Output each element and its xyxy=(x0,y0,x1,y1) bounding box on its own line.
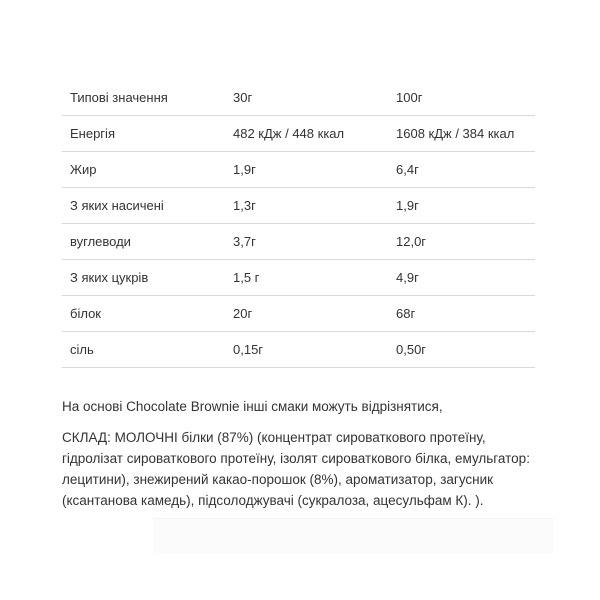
per-100g-cell: 100г xyxy=(388,80,535,116)
table-row xyxy=(62,188,535,224)
nutrient-name-cell: сіль xyxy=(62,332,225,368)
table-row xyxy=(62,296,535,332)
flavor-note: На основі Chocolate Brownie інші смаки можуть відрізнятися, xyxy=(62,399,443,414)
product-description xyxy=(62,396,542,511)
nutrient-name-cell: вуглеводи xyxy=(62,224,225,260)
table-row xyxy=(62,224,535,260)
composition-text: СКЛАД: МОЛОЧНІ білки (87%) (концентрат сироваткового протеїну, гідролізат сироваткового протеїну, ізолят сироваткового білка, емульгатор: лецитини), знежирений какао-порошок (8%), ароматизатор, загусник (ксантанова камедь), підсолоджувачі (сукралоза, ацесульфам К). ). xyxy=(62,430,530,508)
per-30g-cell: 20г xyxy=(225,296,388,332)
table-row xyxy=(62,152,535,188)
per-30g-cell: 3,7г xyxy=(225,224,388,260)
per-100g-cell: 6,4г xyxy=(388,152,535,188)
per-100g-cell: 4,9г xyxy=(388,260,535,296)
per-30g-cell: 1,3г xyxy=(225,188,388,224)
per-100g-cell: 0,50г xyxy=(388,332,535,368)
per-100g-cell: 1608 кДж / 384 ккал xyxy=(388,116,535,152)
per-100g-cell: 68г xyxy=(388,296,535,332)
per-30g-cell: 30г xyxy=(225,80,388,116)
nutrition-table xyxy=(62,80,535,368)
table-row xyxy=(62,332,535,368)
per-30g-cell: 1,5 г xyxy=(225,260,388,296)
per-30g-cell: 1,9г xyxy=(225,152,388,188)
nutrition-table-body xyxy=(62,80,535,368)
nutrient-name-cell: З яких цукрів xyxy=(62,260,225,296)
nutrient-name-cell: З яких насичені xyxy=(62,188,225,224)
nutrient-name-cell: Енергія xyxy=(62,116,225,152)
bottom-panel xyxy=(153,518,553,553)
nutrient-name-cell: білок xyxy=(62,296,225,332)
per-30g-cell: 0,15г xyxy=(225,332,388,368)
nutrient-name-cell: Жир xyxy=(62,152,225,188)
nutrient-name-cell: Типові значення xyxy=(62,80,225,116)
per-100g-cell: 1,9г xyxy=(388,188,535,224)
table-row xyxy=(62,260,535,296)
table-row xyxy=(62,116,535,152)
per-30g-cell: 482 кДж / 448 ккал xyxy=(225,116,388,152)
table-row xyxy=(62,80,535,116)
per-100g-cell: 12,0г xyxy=(388,224,535,260)
